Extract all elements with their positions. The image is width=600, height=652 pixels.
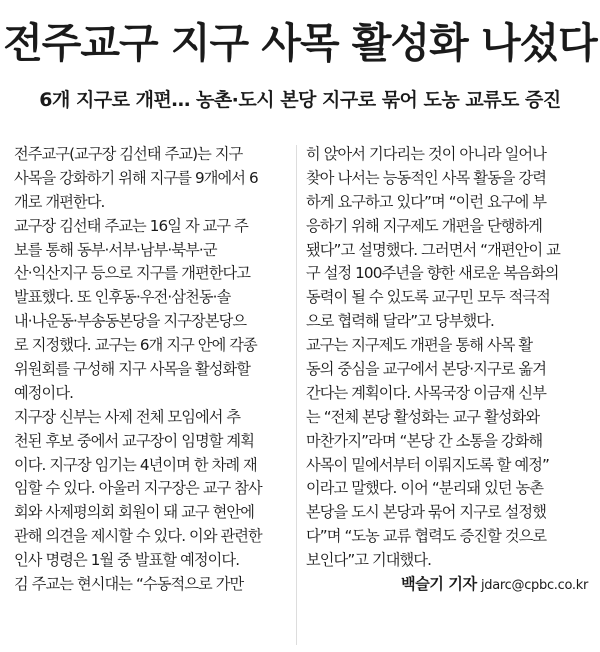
body-line: 발표했다. 또 인후동·우전·삼천동·솔	[14, 288, 231, 307]
article-column-right	[306, 143, 588, 597]
body-line: 간다는 계획이다. 사목국장 이금재 신부	[306, 383, 546, 402]
body-line: 로 지정했다. 교구는 6개 지구 안에 각종	[14, 336, 257, 355]
body-line: 보인다”고 기대했다.	[306, 551, 431, 570]
body-line: 교구장 김선태 주교는 16일 자 교구 주	[14, 216, 248, 235]
article-subheadline: 6개 지구로 개편… 농촌·도시 본당 지구로 묶어 도농 교류도 증진	[39, 89, 561, 111]
body-line: 사목을 강화하기 위해 지구를 9개에서 6	[14, 168, 258, 187]
body-line: 으로 협력해 달라”고 당부했다.	[306, 312, 494, 331]
body-line: 는 “전체 본당 활성화는 교구 활성화와	[306, 407, 540, 426]
body-line: 인사 명령은 1월 중 발표할 예정이다.	[14, 551, 240, 570]
body-line: 응하기 위해 지구제도 개편을 단행하게	[306, 216, 543, 235]
body-line: 위원회를 구성해 지구 사목을 활성화할	[14, 360, 251, 379]
body-line: 천된 후보 중에서 교구장이 임명할 계획	[14, 431, 254, 450]
body-line: 교구는 지구제도 개편을 통해 사목 활	[306, 336, 533, 355]
body-line: 구 설정 100주년을 향한 새로운 복음화의	[306, 264, 559, 283]
body-line: 개로 개편한다.	[14, 192, 105, 211]
body-line: 지구장 신부는 사제 전체 모임에서 추	[14, 407, 241, 426]
body-line: 이라고 말했다. 이어 “분리돼 있던 농촌	[306, 479, 544, 498]
body-line: 하게 요구하고 있다”며 “이런 요구에 부	[306, 192, 547, 211]
reporter-name: 백슬기 기자	[400, 575, 477, 594]
body-line: 마찬가지”라며 “본당 간 소통을 강화해	[306, 431, 543, 450]
body-line: 내·나운동·부송동본당을 지구장본당으	[14, 312, 247, 331]
body-line: 임할 수 있다. 아울러 지구장은 교구 참사	[14, 479, 262, 498]
body-line: 본당을 도시 본당과 묶어 지구로 설정했	[306, 503, 546, 522]
column-divider	[296, 145, 297, 645]
body-line: 김 주교는 현시대는 “수동적으로 가만	[14, 575, 244, 594]
article-headline: 전주교구 지구 사목 활성화 나섰다	[3, 19, 597, 67]
body-line: 관해 의견을 제시할 수 있다. 이와 관련한	[14, 527, 262, 546]
body-line: 회와 사제평의회 회원이 돼 교구 현안에	[14, 503, 254, 522]
body-line: 보를 통해 동부·서부·남부·북부·군	[14, 240, 217, 259]
body-line: 이다. 지구장 임기는 4년이며 한 차례 재	[14, 455, 257, 474]
body-line: 다”며 “도농 교류 협력도 증진할 것으로	[306, 527, 547, 546]
body-line: 동의 중심을 교구에서 본당·지구로 옮겨	[306, 360, 546, 379]
body-line: 히 앉아서 기다리는 것이 아니라 일어나	[306, 145, 546, 163]
body-line: 예정이다.	[14, 383, 74, 402]
body-line: 전주교구(교구장 김선태 주교)는 지구	[14, 145, 243, 163]
article-column-left	[14, 143, 296, 597]
body-line: 찾아 나서는 능동적인 사목 활동을 강력	[306, 168, 546, 187]
body-line: 됐다”고 설명했다. 그러면서 “개편안이 교	[306, 240, 560, 259]
body-line: 산·익산지구 등으로 지구를 개편한다고	[14, 264, 251, 283]
reporter-email: jdarc@cpbc.co.kr	[480, 578, 588, 594]
body-line: 동력이 될 수 있도록 교구민 모두 적극적	[306, 288, 550, 307]
article-byline	[306, 573, 588, 597]
body-line: 사목이 밑에서부터 이뤄지도록 할 예정”	[306, 455, 550, 474]
